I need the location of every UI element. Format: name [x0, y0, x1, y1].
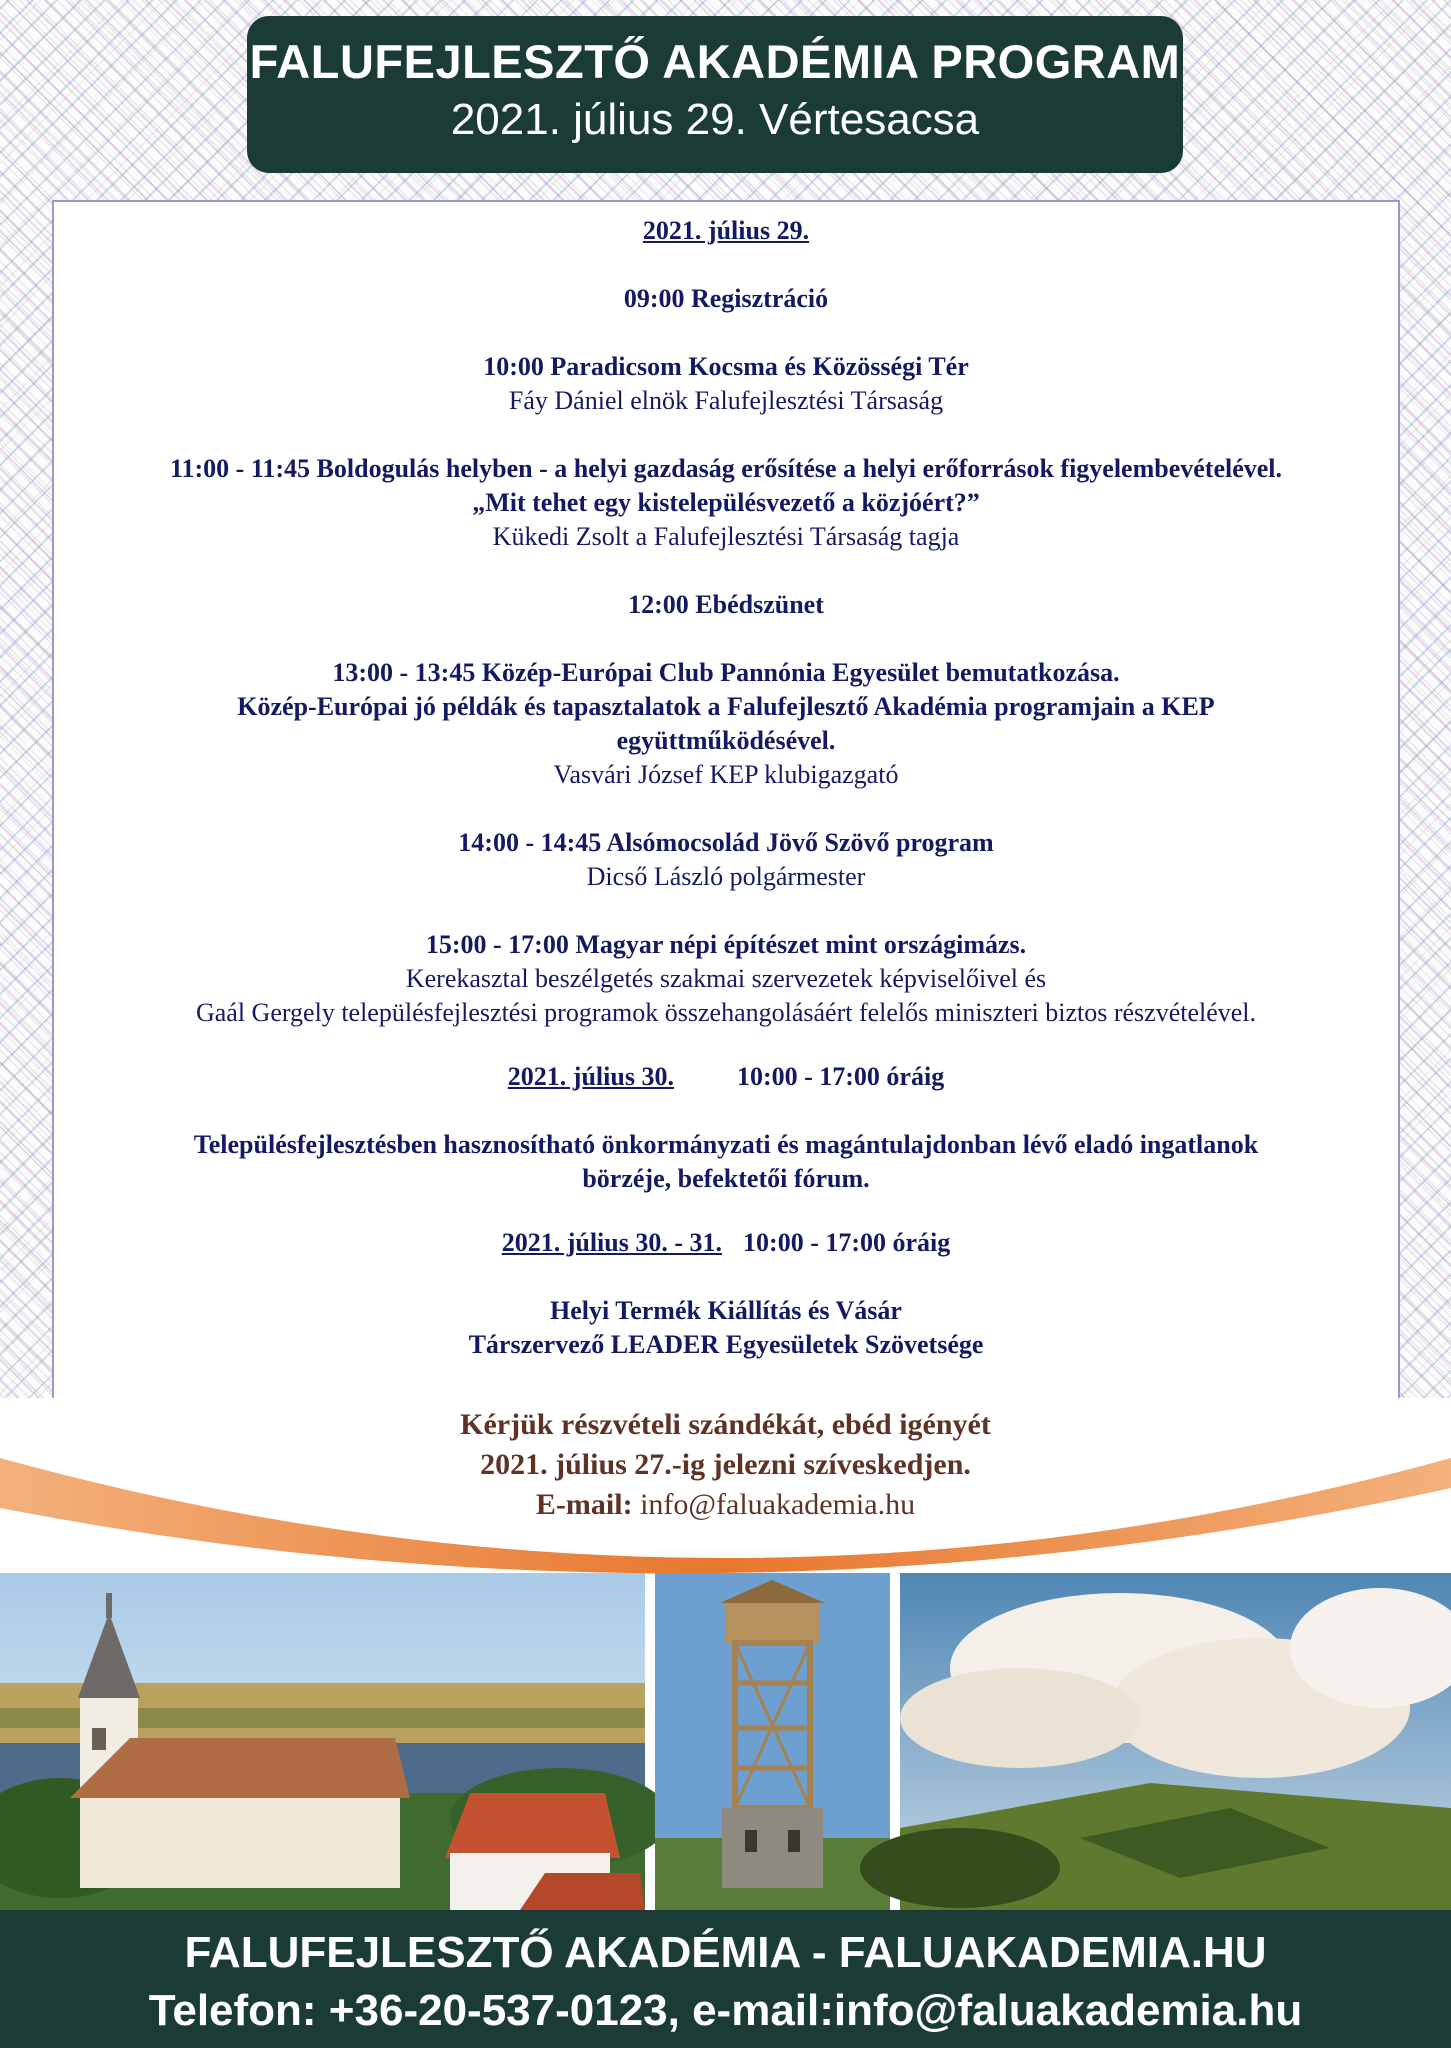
footer-contact[interactable]: Telefon: +36-20-537-0123, e-mail:info@faluakademia.hu [148, 1986, 1303, 2035]
lunch-break: 12:00 Ebédszünet [628, 590, 824, 619]
day3-title-line1: Helyi Termék Kiállítás és Vásár [550, 1296, 902, 1325]
notice-email-link[interactable]: info@faluakademia.hu [640, 1488, 916, 1521]
item1-title: 10:00 Paradicsom Kocsma és Közösségi Tér [483, 352, 969, 381]
item4-speaker: Dicső László polgármester [586, 862, 866, 891]
page-subtitle: 2021. július 29. Vértesacsa [450, 95, 980, 144]
day3-title-line2: Társzervező LEADER Egyesületek Szövetsége [468, 1330, 984, 1359]
page-title: FALUFEJLESZTŐ AKADÉMIA PROGRAM [249, 35, 1181, 88]
item5-desc-line1: Kerekasztal beszélgetés szakmai szervezetek képviselőivel és [405, 964, 1047, 993]
day3-time: 10:00 - 17:00 óráig [743, 1228, 951, 1257]
footer [0, 1910, 1451, 2048]
day2-title-line1: Településfejlesztésben hasznosítható önkormányzati és magántulajdonban lévő eladó ingatlanok [193, 1130, 1259, 1159]
notice-email-label: E-mail: [535, 1488, 633, 1521]
registration: 09:00 Regisztráció [623, 284, 829, 313]
item4-title: 14:00 - 14:45 Alsómocsolád Jövő Szövő program [458, 828, 994, 857]
item1-speaker: Fáy Dániel elnök Falufejlesztési Társaság [508, 386, 944, 415]
day2-title-line2: börzéje, befektetői fórum. [582, 1164, 870, 1193]
footer-line1: FALUFEJLESZTŐ AKADÉMIA - FALUAKADEMIA.HU [184, 1928, 1267, 1977]
item3-speaker: Vasvári József KEP klubigazgató [553, 760, 899, 789]
notice-line2: 2021. július 27.-ig jelezni szíveskedjen. [480, 1448, 971, 1481]
item5-desc-line2: Gaál Gergely településfejlesztési programok összehangolásáért felelős miniszteri biztos részvételével. [195, 998, 1257, 1027]
day2-time: 10:00 - 17:00 óráig [736, 1062, 945, 1091]
notice-line1: Kérjük részvételi szándékát, ebéd igényét [460, 1408, 991, 1441]
day2-date: 2021. július 30. [507, 1062, 674, 1091]
day1-date: 2021. július 29. [642, 216, 810, 245]
day3-date: 2021. július 30. - 31. [501, 1228, 723, 1257]
program-panel [52, 200, 1400, 1424]
item3-title-line1: 13:00 - 13:45 Közép-Európai Club Pannónia Egyesület bemutatkozása. [332, 658, 1120, 687]
item2-title-line1: 11:00 - 11:45 Boldogulás helyben - a helyi gazdaság erősítése a helyi erőforrások figyelembevételével. [169, 454, 1283, 483]
item3-title-line3: együttműködésével. [616, 726, 836, 755]
item2-title-line2: „Mit tehet egy kistelepülésvezető a közjóért?” [472, 488, 980, 517]
title-banner [247, 16, 1183, 173]
item2-speaker: Kükedi Zsolt a Falufejlesztési Társaság tagja [492, 522, 960, 551]
item5-title: 15:00 - 17:00 Magyar népi építészet mint országimázs. [425, 930, 1027, 959]
registration-notice [0, 1405, 1451, 1525]
item3-title-line2: Közép-Európai jó példák és tapasztalatok a Falufejlesztő Akadémia programjain a KEP [237, 692, 1215, 721]
